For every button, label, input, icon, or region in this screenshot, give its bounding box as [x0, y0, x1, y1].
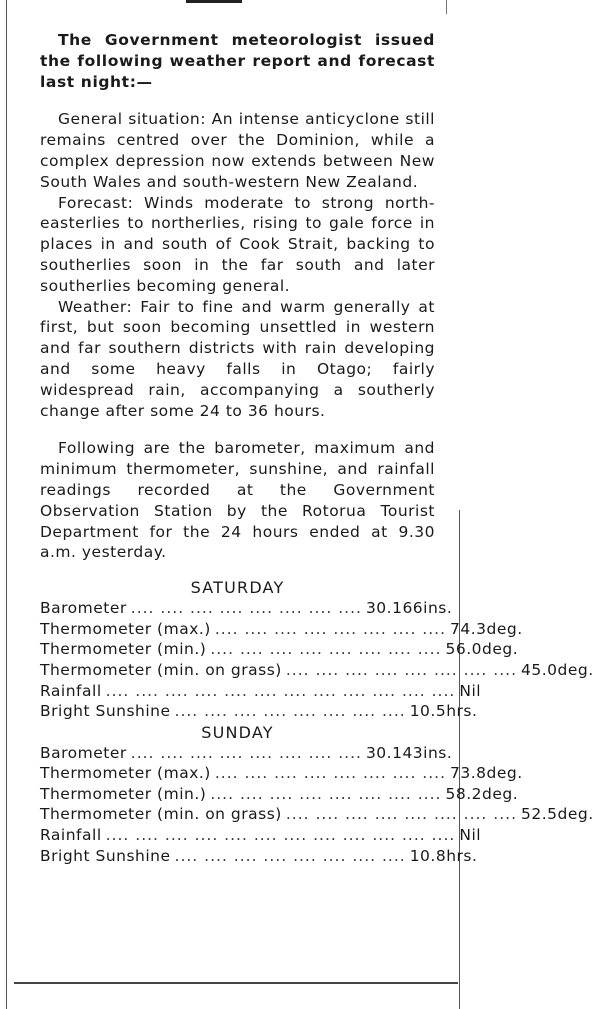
- reading-value: 30.166ins.: [365, 599, 453, 618]
- reading-value: 45.0deg.: [521, 660, 594, 679]
- reading-value: 10.8hrs.: [409, 846, 478, 865]
- reading-label: Barometer: [40, 743, 127, 762]
- weather-paragraph: Weather: Fair to fine and warm generally at first, but soon becoming unsettled in western and far southern districts with rain developing and some heavy falls in Otago; fairly widespread rain, accompanying a southerly change after some 24 to 36 hours.: [40, 297, 435, 420]
- reading-value: Nil: [459, 681, 482, 700]
- reading-label: Thermometer (min. on grass): [40, 660, 282, 679]
- intro-paragraph: The Government meteorologist issued the following weather report and forecast last night:—: [40, 31, 435, 91]
- reading-label: Thermometer (min. on grass): [40, 805, 282, 824]
- general-situation-paragraph: General situation: An intense anticyclone still remains centred over the Dominion, while a complex depression now extends between New South Wales and south-western New Zealand.: [40, 110, 435, 191]
- reading-label: Thermometer (max.): [40, 764, 211, 783]
- reading-value: 74.3deg.: [450, 619, 523, 638]
- reading-label: Bright Sunshine: [40, 702, 171, 721]
- reading-row: Thermometer (max.) .... .... .... .... .... .... .... .... 74.3deg.: [40, 619, 523, 638]
- left-column-border: [6, 0, 7, 1009]
- day-heading-sunday: SUNDAY: [201, 722, 274, 742]
- reading-label: Thermometer (min.): [40, 784, 207, 803]
- reading-row: Thermometer (min. on grass) .... .... .... .... .... .... .... .... 45.0deg.: [40, 660, 594, 679]
- reading-label: Thermometer (max.): [40, 619, 211, 638]
- reading-row: Barometer .... .... .... .... .... .... .... .... 30.166ins.: [40, 599, 453, 618]
- reading-value: 56.0deg.: [445, 640, 519, 659]
- reading-row: Thermometer (min.) .... .... .... .... .... .... .... .... 58.2deg.: [40, 784, 519, 803]
- reading-label: Bright Sunshine: [40, 846, 171, 865]
- reading-row: Rainfall .... .... .... .... .... .... .... .... .... .... .... .... Nil: [40, 826, 482, 845]
- reading-row: Bright Sunshine .... .... .... .... .... .... .... .... 10.8hrs.: [40, 846, 478, 865]
- reading-label: Rainfall: [40, 826, 102, 845]
- bottom-rule: [14, 982, 458, 984]
- readings-table-sunday: [40, 743, 594, 867]
- reading-row: Rainfall .... .... .... .... .... .... .... .... .... .... .... .... Nil: [40, 681, 482, 700]
- reading-row: Bright Sunshine .... .... .... .... .... .... .... .... 10.5hrs.: [40, 702, 478, 721]
- reading-value: 52.5deg.: [521, 805, 594, 824]
- right-column-border: [459, 510, 460, 1009]
- reading-row: Thermometer (min. on grass) .... .... .... .... .... .... .... .... 52.5deg.: [40, 805, 594, 824]
- reading-row: Barometer .... .... .... .... .... .... .... .... 30.143ins.: [40, 743, 453, 762]
- reading-value: 58.2deg.: [445, 784, 519, 803]
- forecast-paragraph: Forecast: Winds moderate to strong north-easterlies to northerlies, rising to gale force in places in and south of Cook Strait, backing to southerlies soon in the far south and later southerlies becoming general.: [40, 193, 435, 295]
- article: [40, 30, 594, 866]
- reading-value: 10.5hrs.: [409, 702, 478, 721]
- readings-intro-paragraph: Following are the barometer, maximum and minimum thermometer, sunshine, and rainfall readings recorded at the Government Observation Station by the Rotorua Tourist Department for the 24 hours ended at 9.30 a.m. yesterday.: [40, 439, 435, 562]
- reading-row: Thermometer (min.) .... .... .... .... .... .... .... .... 56.0deg.: [40, 640, 519, 659]
- reading-label: Thermometer (min.): [40, 640, 207, 659]
- reading-label: Rainfall: [40, 681, 102, 700]
- reading-value: Nil: [459, 826, 482, 845]
- top-rule: [186, 0, 242, 3]
- reading-value: 30.143ins.: [365, 743, 453, 762]
- day-heading-saturday: SATURDAY: [190, 578, 285, 598]
- reading-label: Barometer: [40, 599, 127, 618]
- reading-value: 73.8deg.: [450, 764, 523, 783]
- column-edge-mark: [446, 0, 447, 14]
- readings-table-saturday: [40, 598, 594, 722]
- reading-row: Thermometer (max.) .... .... .... .... .... .... .... .... 73.8deg.: [40, 764, 523, 783]
